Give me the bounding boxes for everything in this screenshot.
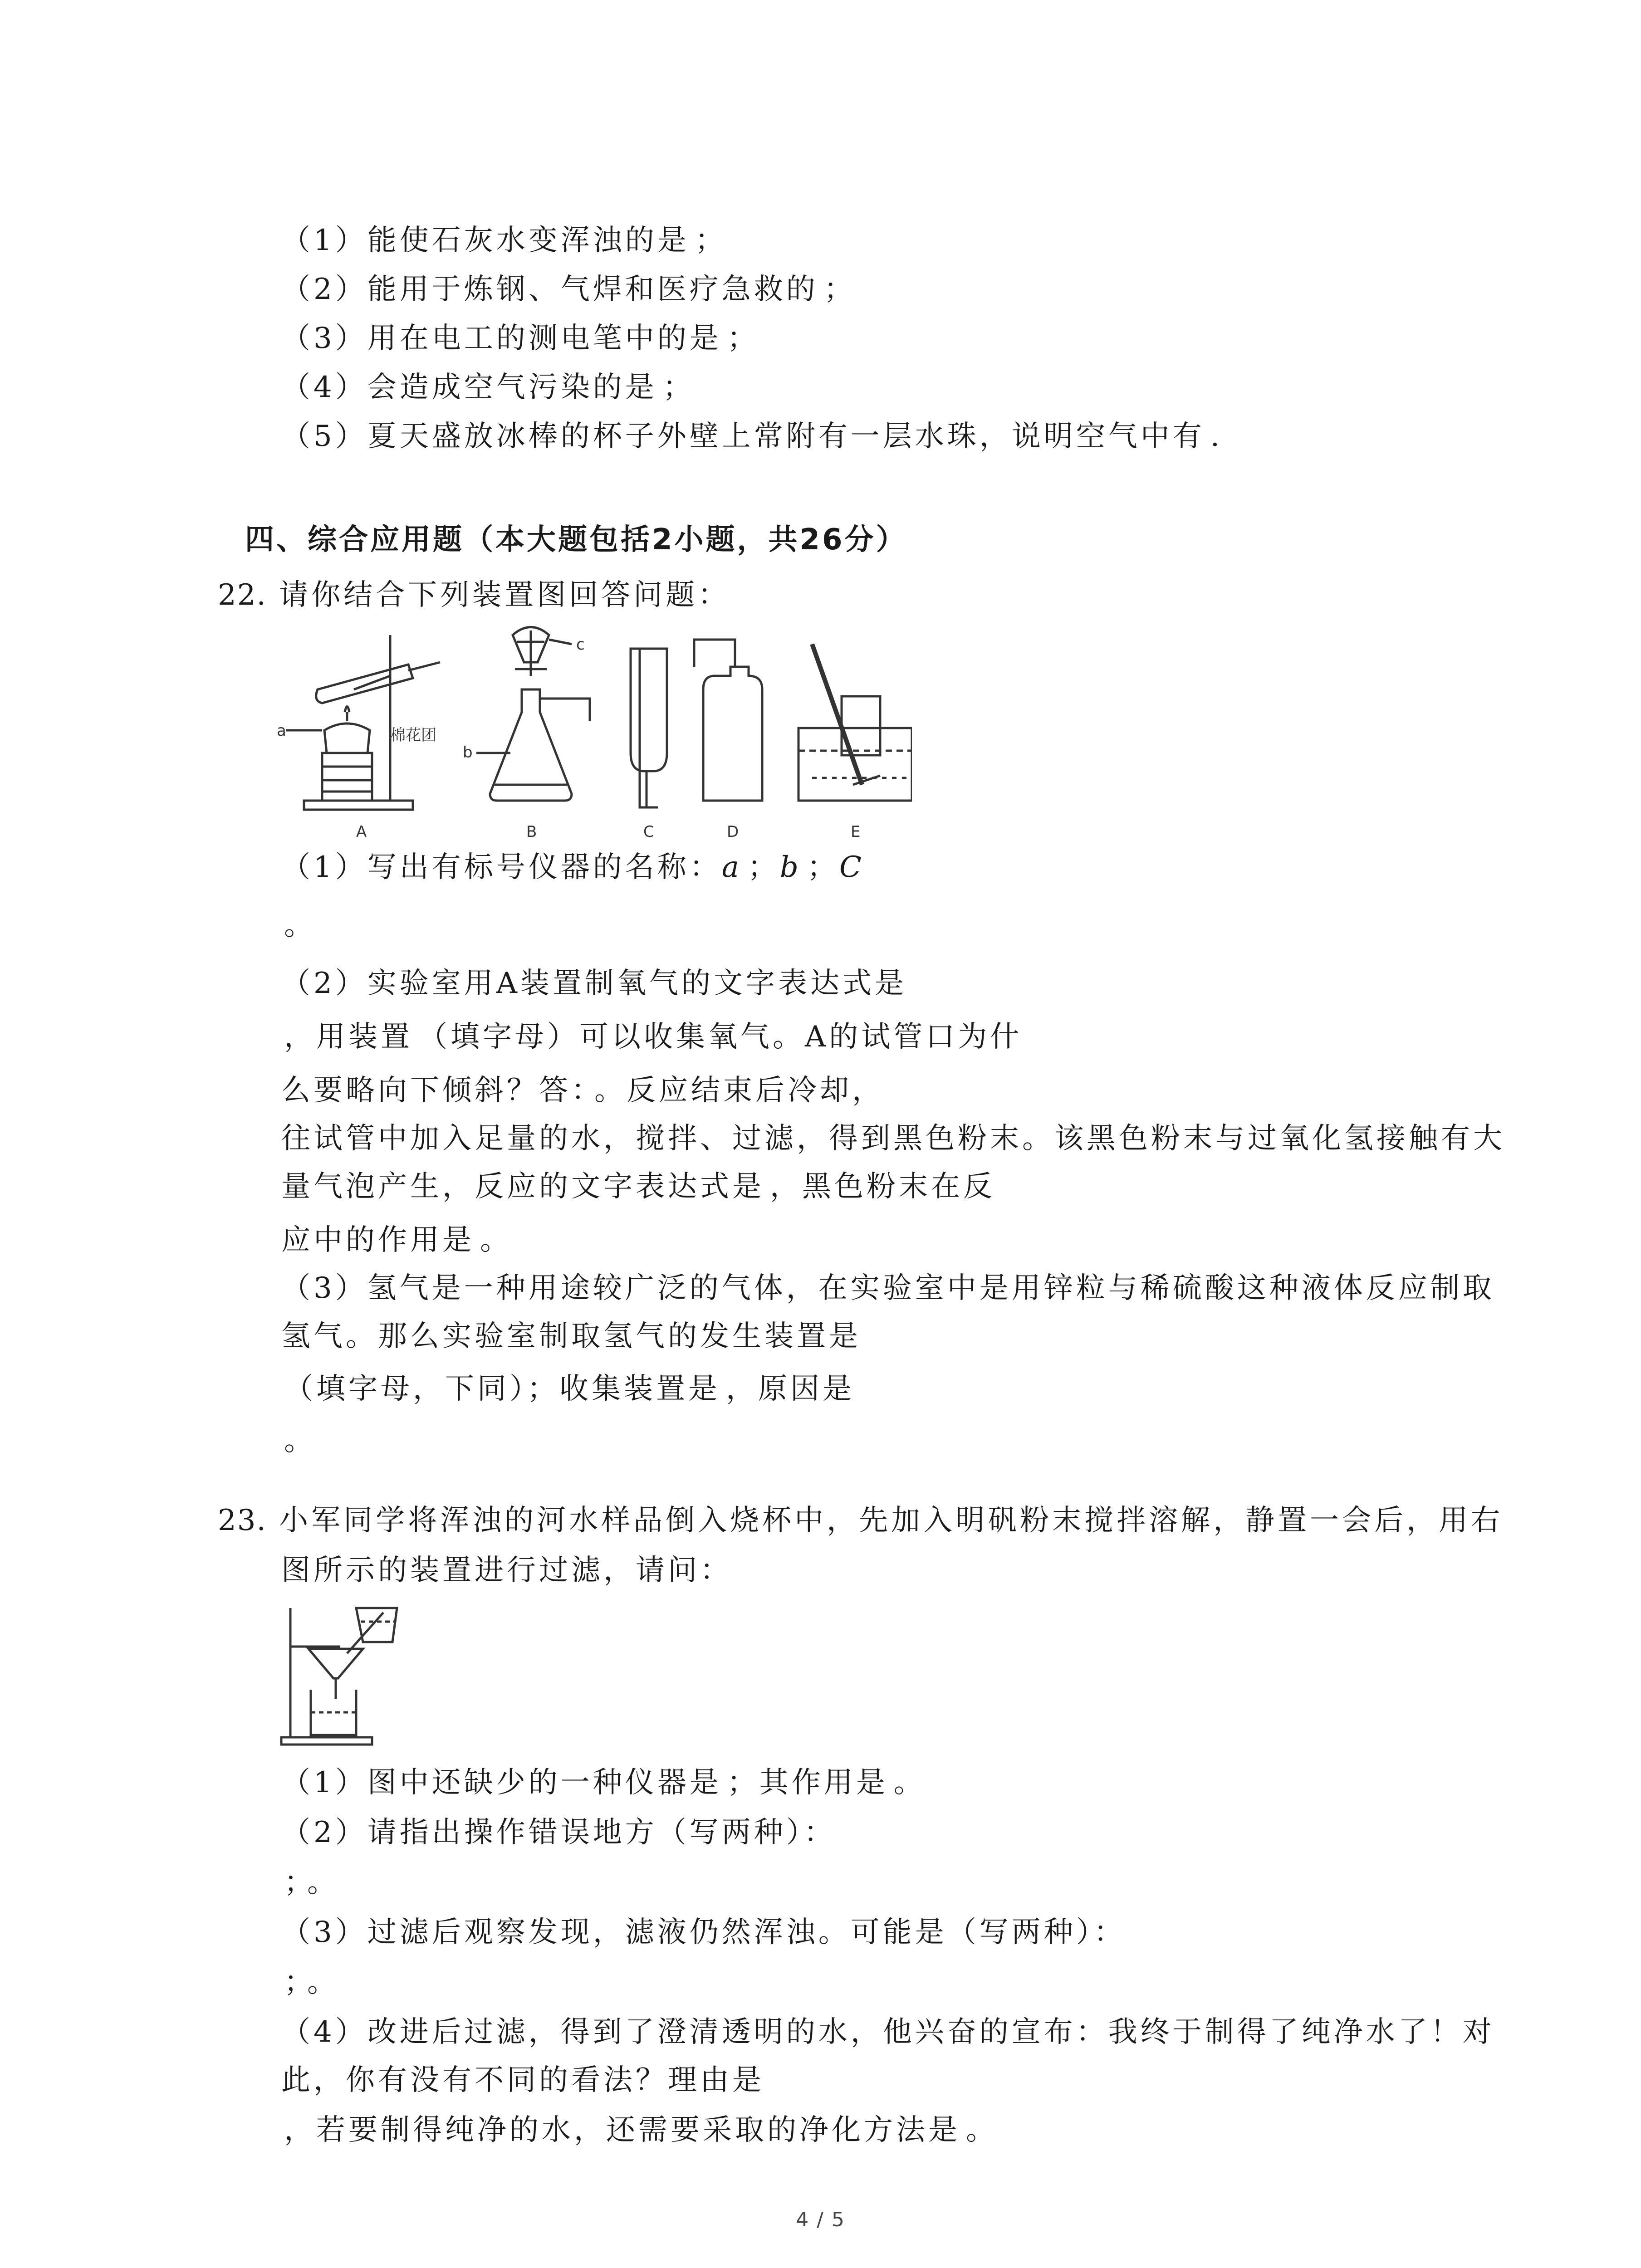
apparatus-label-a: A [356, 823, 367, 841]
q22-part3-line3: （填字母，下同）；收集装置是 ，原因是 [284, 1372, 855, 1406]
apparatus-label-e: E [851, 823, 861, 841]
q22-part3-line1: （3）氢气是一种用途较广泛的气体，在实验室中是用锌粒与稀硫酸这种液体反应制取 [281, 1271, 1495, 1305]
q22-part2-line5: 量气泡产生，反应的文字表达式是 ，黑色粉末在反 [281, 1170, 995, 1203]
q23-filtration-figure [272, 1599, 404, 1749]
bottle-d [703, 667, 762, 801]
pouring-beaker [356, 1608, 397, 1642]
q23-stem-line2: 图所示的装置进行过滤，请问： [281, 1554, 732, 1587]
q21-item-3: （3）用在电工的测电笔中的是 ； [281, 322, 759, 355]
wood-block [322, 753, 372, 801]
q21-item-1: （1）能使石灰水变浑浊的是 ； [281, 224, 727, 257]
q22-part2-line4: 往试管中加入足量的水，搅拌、过滤，得到黑色粉末。该黑色粉末与过氧化氢接触有大 [281, 1122, 1505, 1155]
q22-apparatus-figure [277, 621, 912, 848]
q23-stem-line1: 23. 小军同学将浑浊的河水样品倒入烧杯中，先加入明矾粉末搅拌溶解，静置一会后，用右 [218, 1504, 1504, 1537]
q23-part4-line2: 此，你有没有不同的看法？理由是 [281, 2063, 764, 2097]
page-number: 4 / 5 [796, 2208, 845, 2231]
q22-part1-cont: 。 [284, 909, 316, 942]
glass-rod [347, 1613, 383, 1653]
q22-part2-line6: 应中的作用是 。 [281, 1223, 512, 1257]
label-a: a [277, 722, 286, 740]
stand-base [281, 1737, 372, 1745]
bottle-c [631, 649, 667, 771]
q23-part3: （3）过滤后观察发现，滤液仍然浑浊。可能是（写两种）： [281, 1916, 1126, 1949]
apparatus-label-d: D [727, 823, 739, 841]
q22-stem: 22. 请你结合下列装置图回答问题： [218, 578, 730, 612]
q23-part1: （1）图中还缺少的一种仪器是 ；其作用是 。 [281, 1766, 926, 1799]
beaker [311, 1690, 356, 1735]
alcohol-lamp [324, 723, 370, 753]
cotton-label: 棉花团 [390, 726, 436, 744]
apparatus-label-b: B [526, 823, 537, 841]
q23-part4-line1: （4）改进后过滤，得到了澄清透明的水，他兴奋的宣布：我终于制得了纯净水了！对 [281, 2015, 1495, 2049]
stand-base-a [304, 801, 413, 810]
q23-part4-line3: ，若要制得纯净的水，还需要采取的净化方法是 。 [284, 2113, 998, 2147]
q22-part3-line4: 。 [284, 1424, 316, 1457]
q21-item-5: （5）夏天盛放冰棒的杯子外壁上常附有一层水珠，说明空气中有 . [281, 420, 1223, 453]
q22-part2-line3: 么要略向下倾斜？答： 。反应结束后冷却， [281, 1074, 884, 1107]
label-b: b [463, 743, 473, 762]
label-c: c [576, 635, 585, 654]
q23-part2: （2）请指出操作错误地方（写两种）： [281, 1816, 836, 1849]
q23-part2-cont: ； 。 [284, 1866, 339, 1899]
section-heading: 四、综合应用题（本大题包括2小题，共26分） [245, 523, 907, 557]
apparatus-label-c: C [643, 823, 654, 841]
q22-part2-line2: ，用装置 （填字母）可以收集氧气。A的试管口为什 [284, 1020, 1023, 1054]
q22-part2-line1: （2）实验室用A装置制氧气的文字表达式是 [281, 967, 907, 1000]
q22-part3-line2: 氢气。那么实验室制取氢气的发生装置是 [281, 1320, 861, 1353]
q23-part3-cont: ； 。 [284, 1965, 339, 1999]
q21-item-4: （4）会造成空气污染的是 ； [281, 371, 695, 404]
q21-item-2: （2）能用于炼钢、气焊和医疗急救的 ； [281, 273, 856, 306]
q22-part1: （1）写出有标号仪器的名称：a ；b ；C [281, 850, 865, 884]
filter-funnel [309, 1649, 363, 1678]
test-tube-a [316, 665, 413, 703]
